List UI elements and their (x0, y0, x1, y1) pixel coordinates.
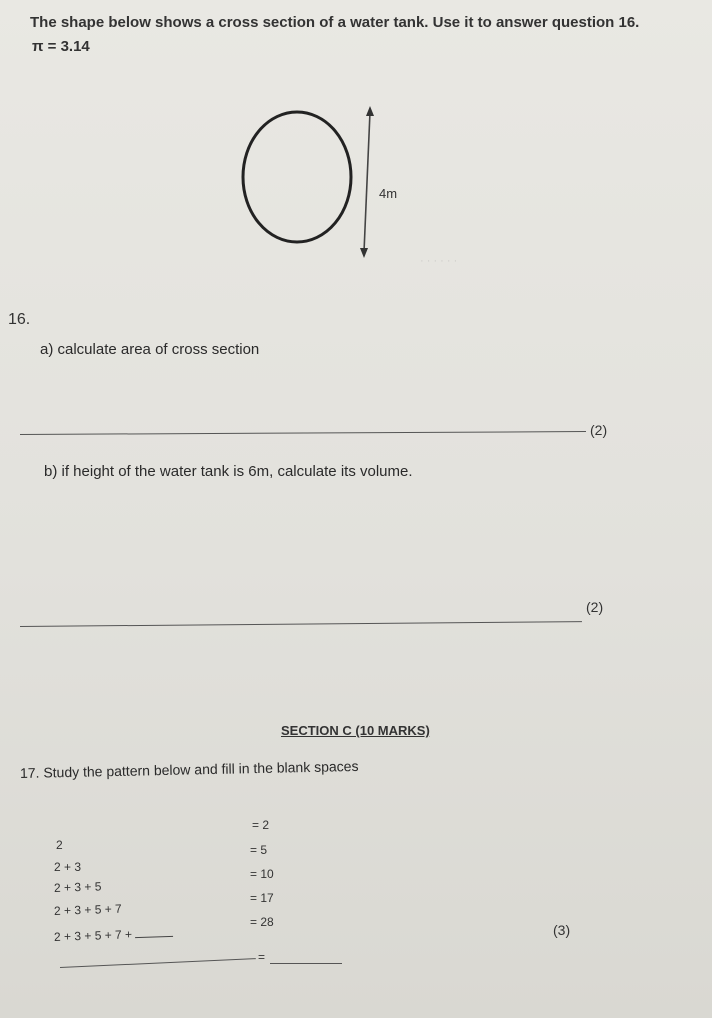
dimension-line (364, 112, 370, 252)
pattern-term: 2 + 3 + 5 (53, 879, 102, 895)
pattern-term-text: 2 + 3 + 5 + 7 + (53, 927, 133, 944)
question-16b-text: b) if height of the water tank is 6m, calculate its volume. (44, 463, 413, 480)
dimension-arrow-bottom (360, 248, 368, 258)
pattern-result: = 2 (252, 818, 270, 832)
question-16-number: 16. (8, 311, 31, 328)
answer-line-16a (20, 431, 586, 435)
question-16a-marks: (2) (590, 422, 608, 438)
question-16a-text: a) calculate area of cross section (40, 341, 260, 358)
question-16b-marks: (2) (586, 599, 604, 615)
question-17-marks: (3) (553, 922, 571, 938)
pattern-term: 2 + 3 + 5 + 7 (53, 901, 122, 918)
blank-result-line[interactable] (270, 963, 342, 964)
dimension-arrow-top (366, 106, 374, 116)
blank-next-term[interactable] (135, 926, 173, 938)
pattern-result: = (258, 950, 266, 964)
show-through-text: · · · · · · (420, 255, 458, 267)
pattern-result: = 10 (250, 867, 274, 881)
question-17-prompt: 17. Study the pattern below and fill in the blank spaces (19, 757, 359, 781)
pattern-result: = 17 (250, 891, 274, 905)
answer-line-16b (20, 621, 582, 627)
cross-section-oval (243, 112, 351, 242)
pi-value: π = 3.14 (32, 38, 90, 55)
blank-expression-line[interactable] (60, 958, 256, 968)
pattern-term: 2 (56, 838, 63, 852)
pattern-term: 2 + 3 (54, 860, 82, 874)
dimension-label: 4m (379, 186, 398, 201)
section-c-title: SECTION C (10 MARKS) (281, 723, 430, 738)
pattern-result: = 28 (250, 915, 274, 929)
pattern-result: = 5 (250, 843, 268, 857)
tank-cross-section-diagram (240, 100, 410, 270)
pattern-term-with-blank (54, 926, 173, 944)
intro-text: The shape below shows a cross section of a water tank. Use it to answer question 16. (30, 14, 640, 31)
